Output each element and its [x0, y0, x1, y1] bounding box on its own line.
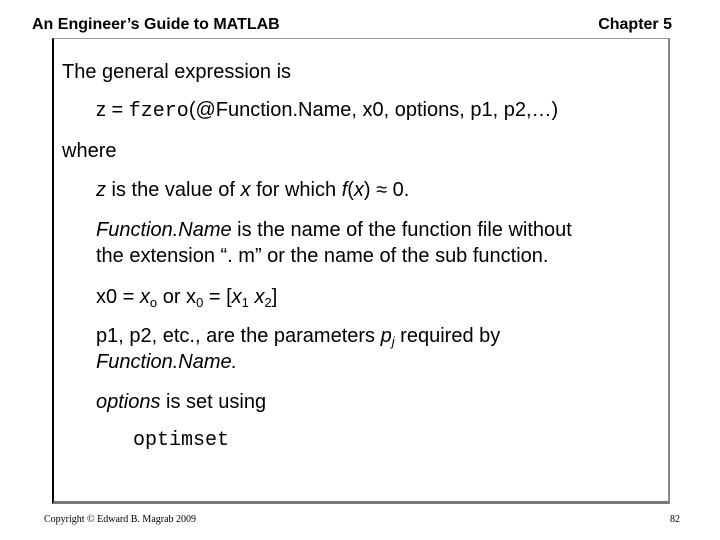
- item-z: [96, 177, 409, 203]
- item-params-line1: [96, 323, 500, 349]
- item-x0-x0-sub: 0: [196, 295, 204, 310]
- item-x0-x1: x: [231, 286, 242, 308]
- item-x0-x1-sub: 1: [241, 295, 249, 310]
- item-params-end: required by: [394, 325, 501, 347]
- item-funcname-line2: the extension “. m” or the name of the sub function.: [96, 245, 549, 267]
- item-funcname-line1: [96, 217, 572, 243]
- item-z-paren-open: (: [347, 179, 354, 201]
- item-params-pj: p: [380, 325, 392, 347]
- item-funcname-name: Function.Name: [96, 219, 232, 241]
- item-x0-prefix: x0 =: [96, 286, 140, 308]
- item-z-for: for which: [250, 179, 342, 201]
- item-options-rest: is set using: [160, 391, 267, 413]
- optimset-code: optimset: [133, 429, 230, 452]
- item-x0-close: ]: [271, 286, 278, 308]
- header-title: An Engineer’s Guide to MATLAB: [32, 16, 280, 33]
- footer-copyright: Copyright © Edward B. Magrab 2009: [44, 514, 197, 525]
- item-z-mid: is the value of: [106, 179, 241, 201]
- syntax-args: (@Function.Name, x0, options, p1, p2,…): [188, 99, 559, 121]
- footer-page-number: 82: [670, 514, 680, 525]
- item-options-name: options: [96, 391, 161, 413]
- syntax-line: [96, 97, 558, 125]
- item-params-line2: Function.Name.: [96, 351, 238, 373]
- item-z-x: x: [240, 179, 251, 201]
- syntax-lhs: z =: [96, 99, 129, 121]
- item-x0-xo-sub: o: [149, 295, 158, 310]
- item-x0: [96, 284, 277, 310]
- header-chapter: Chapter 5: [598, 16, 672, 33]
- syntax-func: fzero: [128, 100, 189, 123]
- item-x0-or: or x: [157, 286, 197, 308]
- item-z-var: z: [96, 179, 106, 201]
- item-x0-x2: x: [254, 286, 265, 308]
- item-options: [96, 389, 266, 415]
- item-x0-xo: x: [139, 286, 150, 308]
- item-z-paren-close: ): [363, 179, 371, 201]
- item-z-f: f: [341, 179, 348, 201]
- item-z-approx: ≈ 0.: [370, 179, 410, 201]
- item-z-x2: x: [353, 179, 364, 201]
- item-x0-eq: = [: [203, 286, 232, 308]
- where-text: where: [62, 140, 117, 162]
- item-x0-x2-sub: 2: [264, 295, 272, 310]
- item-params-start: p1, p2, etc., are the parameters: [96, 325, 381, 347]
- item-funcname-rest: is the name of the function file without: [231, 219, 572, 241]
- item-params-pj-sub: j: [391, 334, 395, 349]
- intro-text: The general expression is: [62, 61, 292, 83]
